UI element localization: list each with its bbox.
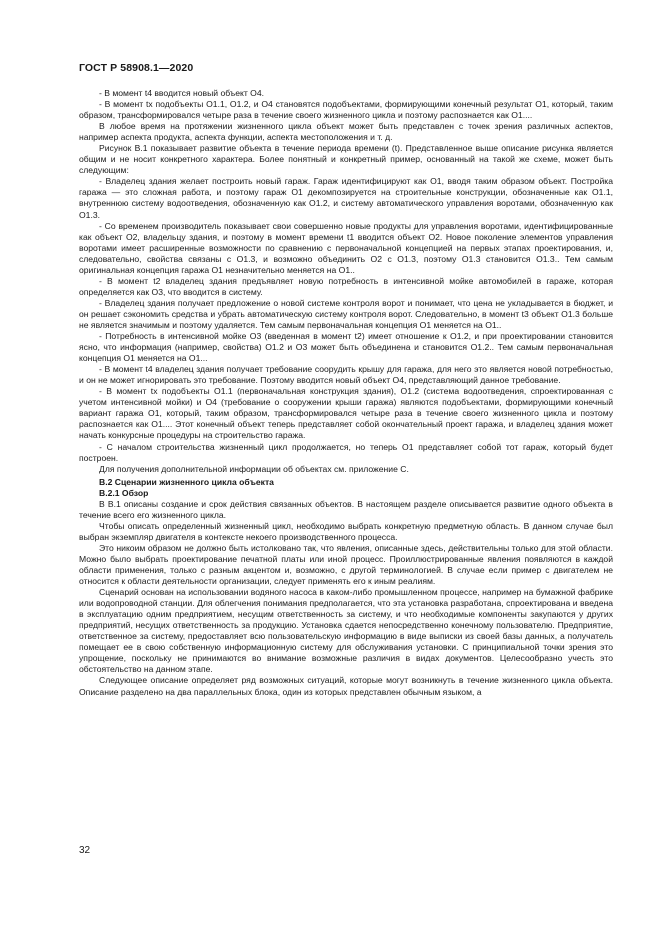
paragraph: - Потребность в интенсивной мойке O3 (введенная в момент t2) имеет отношение к O1.2, и при проектировании становится ясно, что информация (например, свойства) O1.2 и O3 может быть объединена и становится O1.2.. Тем самым первоначальная концепция O1 меняется на O1... [79, 331, 613, 364]
paragraph: В В.1 описаны создание и срок действия связанных объектов. В настоящем разделе описывается развитие одного объекта в течение всего его жизненного цикла. [79, 498, 613, 520]
paragraph: - В момент t4 вводится новый объект O4. [99, 88, 265, 98]
paragraph: Для получения дополнительной информации об объектах см. приложение С. [99, 463, 409, 474]
paragraph: Следующее описание определяет ряд возможных ситуаций, которые могут возникнуть в течение жизненного цикла объекта. Описание разделено на два параллельных блока, один из которых представлен обычным языком, а [79, 675, 613, 697]
paragraph: - В момент tx подобъекты O1.1 (первоначальная конструкция здания), O1.2 (система водоотведения, спроектированная с учетом интенсивной мойки) и O4 (требование о сооружении крыши гаража) являются подобъектами, формирующими конечный вариант гаража O1, который, таким образом, трансформировался четыре раза в течение своего жизненного цикла и поэтому распознается как O1.... Этот конечный объект теперь представляет собой окончательный проект гаража, и владелец здания может начать конкурсные процедуры на строительство гаража. [79, 386, 613, 441]
paragraph: - С началом строительства жизненный цикл продолжается, но теперь O1 представляет собой тот гараж, который будет построен. [79, 441, 613, 463]
subsection-heading: В.2.1 Обзор [99, 487, 149, 498]
page-number: 32 [79, 845, 91, 856]
paragraph: - В момент t2 владелец здания предъявляет новую потребность в интенсивной мойке автомобилей в гараже, которая определяется как O3, что вводится в систему. [79, 275, 613, 297]
section-heading: В.2 Сценарии жизненного цикла объекта [99, 476, 274, 487]
document-body [79, 88, 613, 698]
paragraph: Чтобы описать определенный жизненный цикл, необходимо выбрать конкретную предметную область. В данном случае был выбран экземпляр двигателя в контексте некоего производственного процесса. [79, 520, 613, 542]
paragraph: - В момент tx подобъекты O1.1, O1.2, и O4 становятся подобъектами, формирующими конечный результат O1, который, таким образом, трансформировался четыре раза в течение своего жизненного цикла и поэтому распознается как O1.... [79, 99, 613, 121]
paragraph: Это никоим образом не должно быть истолковано так, что явления, описанные здесь, действительны только для этой области. Можно было выбрать проектирование печатной платы или иной процесс. Проиллюстрированные явления появляются в каждой области применения, только с разным акцентом и, возможно, с другой терминологией. В случае если пример с двигателем не относится к области деятельности организации, следует применять его к иным реалиям. [79, 542, 613, 587]
paragraph: - В момент t4 владелец здания получает требование соорудить крышу для гаража, для него это является новой потребностью, и он не может игнорировать это требование. Поэтому вводится новый объект O4, представляющий данное требование. [79, 364, 613, 386]
paragraph: - Со временем производитель показывает свои совершенно новые продукты для управления воротами, идентифицированные как объект O2, владельцу здания, и поэтому в момент времени t1 вводится объект O2. Новое поколение элементов управления воротами имеет расширенные возможности по сравнению с первоначальной концепцией на первых этапах проектирования, и, следовательно, свойства связаны с O1.3, и возможно объединить O2 с O1.3, поэтому O1.3 становится O1.3.. Тем самым оригинальная концепция гаража O1 незначительно меняется на O1.. [79, 220, 613, 275]
paragraph: - Владелец здания желает построить новый гараж. Гараж идентифицируют как O1, вводя таким образом объект. Постройка гаража — это сложная работа, и поэтому гараж O1 декомпозируется на строительные конструкции, обозначенные как O1.1, внутреннюю систему водоотведения, обозначенную как O1.2, и систему автоматического управления воротами, обозначенную как O1.3. [79, 176, 613, 220]
paragraph: Рисунок В.1 показывает развитие объекта в течение периода времени (t). Представленное выше описание рисунка является общим и не носит конкретного характера. Более понятный и конкретный пример, основанный на такой же схеме, может быть следующим: [79, 143, 613, 176]
document-header: ГОСТ Р 58908.1—2020 [79, 62, 194, 74]
paragraph: В любое время на протяжении жизненного цикла объект может быть представлен с точек зрения различных аспектов, например аспекта продукта, аспекта функции, аспекта местоположения и т. д. [79, 121, 613, 143]
paragraph: - Владелец здания получает предложение о новой системе контроля ворот и понимает, что цена не укладывается в бюджет, и он решает сэкономить средства и убрать автоматическую систему контроля ворот. Следовательно, в момент t3 объект O1.3 больше не является значимым и поэтому удаляется. Тем самым первоначальная концепция O1 меняется на O1.. [79, 297, 613, 330]
paragraph: Сценарий основан на использовании водяного насоса в каком-либо промышленном процессе, например на бумажной фабрике или водопроводной станции. Для облегчения понимания предполагается, что эта установка разработана, спроектирована и введена в эксплуатацию одним предприятием, несущим ответственность за систему, и что необходимые компоненты закупаются у других предприятий, несущих ответственность за продукцию. Установка сдается непосредственно конечному пользователю. Предприятие, ответственное за систему, предоставляет всю пользовательскую информацию в виде выписки из своей базы данных, а получатель помещает ее в свою собственную информационную систему для обслуживания установки. С принципиальной точки зрения это упрощение, поскольку не принимаются во внимание возможные различия в видах документов. Целесообразно учесть это обстоятельство на данном этапе. [79, 587, 613, 675]
